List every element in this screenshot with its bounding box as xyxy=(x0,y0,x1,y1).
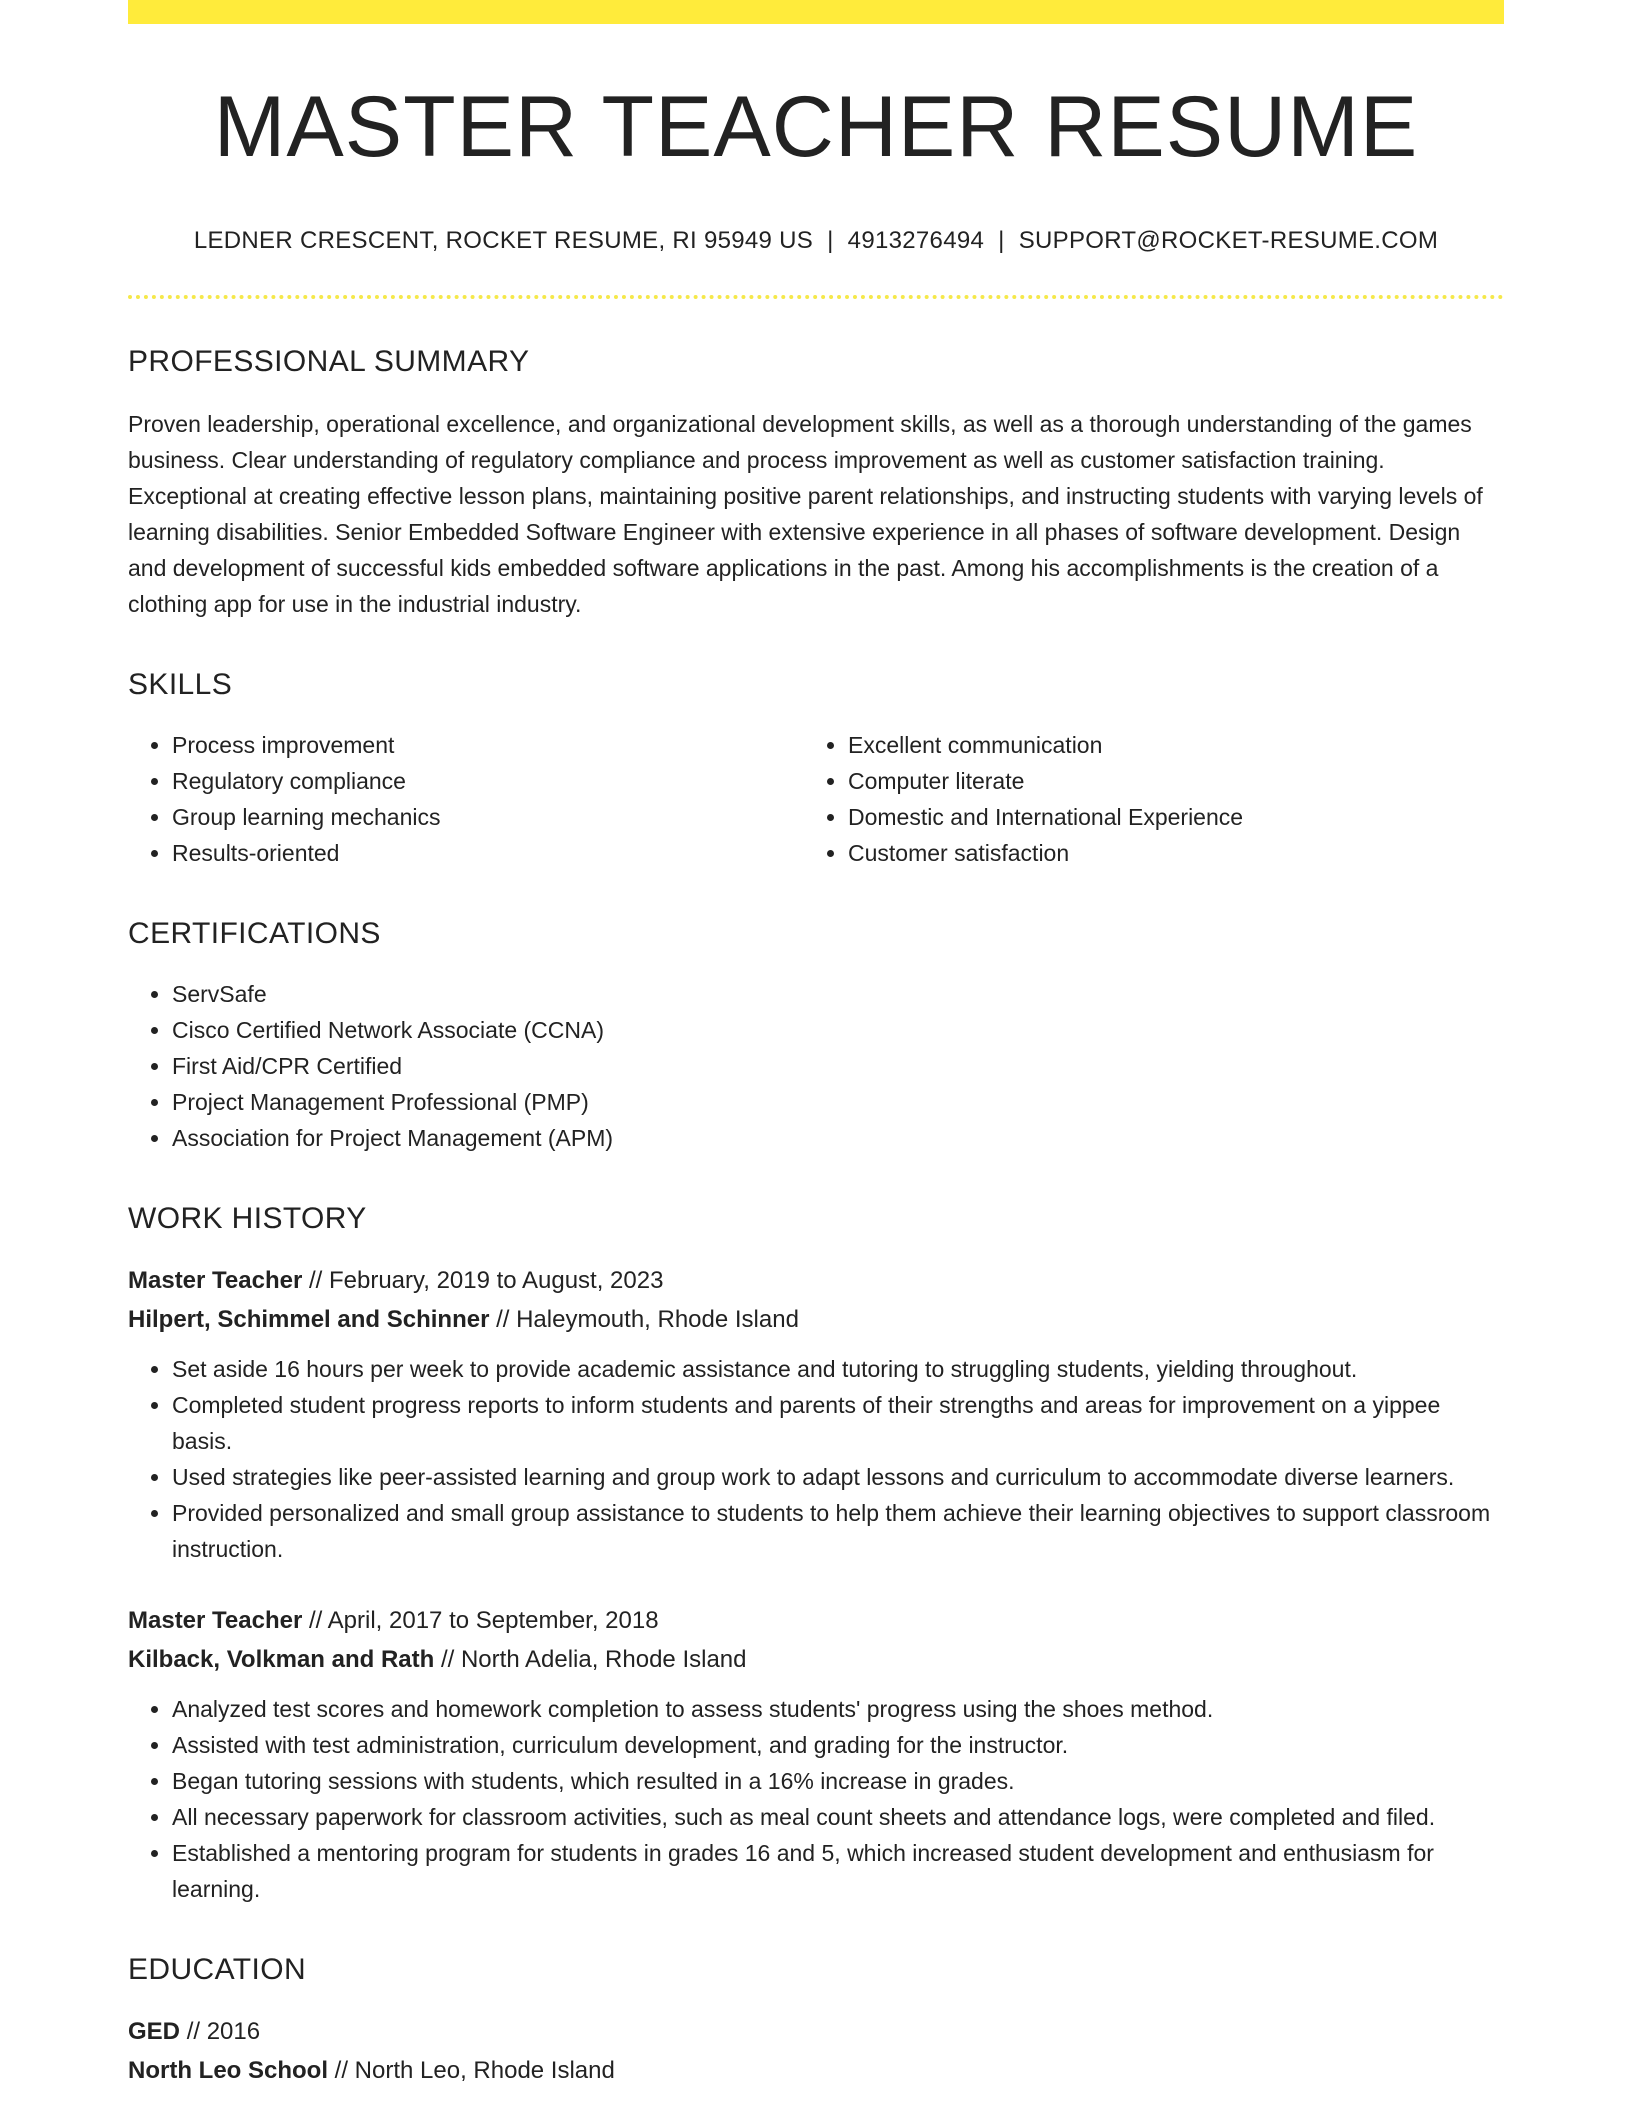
education-entry xyxy=(128,2012,1504,2090)
skills-list-left xyxy=(128,727,804,871)
resume-title: MASTER TEACHER RESUME xyxy=(213,79,1419,175)
certification-item: • Project Management Professional (PMP) xyxy=(172,1084,1504,1120)
job-company-line xyxy=(128,1640,1504,1679)
job-bullet: • Used strategies like peer-assisted learning and group work to adapt lessons and curriculum to accommodate diverse learners. xyxy=(172,1459,1504,1495)
skill-item: • Process improvement xyxy=(172,727,804,763)
contact-phone: 4913276494 xyxy=(847,226,985,254)
education-school: North Leo School xyxy=(128,2056,328,2084)
job-bullet: • Began tutoring sessions with students, which resulted in a 16% increase in grades. xyxy=(172,1763,1504,1799)
education-heading: EDUCATION xyxy=(128,1952,307,1986)
accent-bar xyxy=(128,0,1504,24)
contact-email[interactable]: SUPPORT@ROCKET-RESUME.COM xyxy=(1018,226,1439,254)
skill-item: • Group learning mechanics xyxy=(172,799,804,835)
job-dates: // April, 2017 to September, 2018 xyxy=(308,1606,659,1634)
job-bullet: • Established a mentoring program for students in grades 16 and 5, which increased student development and enthusiasm for learning. xyxy=(172,1835,1504,1907)
job-title: Master Teacher xyxy=(128,1266,303,1294)
education-location: // North Leo, Rhode Island xyxy=(334,2056,615,2084)
job-title: Master Teacher xyxy=(128,1606,303,1634)
education-school-line xyxy=(128,2051,1504,2090)
summary-heading: PROFESSIONAL SUMMARY xyxy=(128,344,530,378)
skill-item: • Regulatory compliance xyxy=(172,763,804,799)
job-entry xyxy=(128,1601,1504,1907)
job-bullets xyxy=(128,1691,1504,1907)
job-location: // North Adelia, Rhode Island xyxy=(440,1645,747,1673)
contact-address: LEDNER CRESCENT, ROCKET RESUME, RI 95949 US xyxy=(193,226,814,254)
resume-page xyxy=(128,0,1504,2090)
job-entry xyxy=(128,1261,1504,1567)
certifications-heading: CERTIFICATIONS xyxy=(128,916,381,950)
job-location: // Haleymouth, Rhode Island xyxy=(496,1305,799,1333)
job-bullet: • All necessary paperwork for classroom activities, such as meal count sheets and attendance logs, were completed and filed. xyxy=(172,1799,1504,1835)
skill-item: • Customer satisfaction xyxy=(848,835,1480,871)
skill-item: • Computer literate xyxy=(848,763,1480,799)
work-history-heading: WORK HISTORY xyxy=(128,1201,367,1235)
certifications-list xyxy=(128,976,1504,1156)
job-company: Hilpert, Schimmel and Schinner xyxy=(128,1305,490,1333)
job-title-line xyxy=(128,1261,1504,1300)
job-bullet: • Assisted with test administration, curriculum development, and grading for the instructor. xyxy=(172,1727,1504,1763)
summary-text: Proven leadership, operational excellence, and organizational development skills, as well as a thorough understanding of the games business. Clear understanding of regulatory compliance and process improvement as well as customer satisfaction training. Exceptional at creating effective lesson plans, maintaining positive parent relationships, and instructing students with varying levels of learning disabilities. Senior Embedded Software Engineer with extensive experience in all phases of software development. Design and development of successful kids embedded software applications in the past. Among his accomplishments is the creation of a clothing app for use in the industrial industry. xyxy=(128,410,1483,617)
skills-grid xyxy=(128,727,1504,871)
job-dates: // February, 2019 to August, 2023 xyxy=(308,1266,664,1294)
certification-item: • Cisco Certified Network Associate (CCNA) xyxy=(172,1012,1504,1048)
skills-list-right xyxy=(804,727,1480,871)
contact-separator: | xyxy=(998,226,1005,254)
contact-line xyxy=(128,227,1504,255)
certification-item: • Association for Project Management (APM) xyxy=(172,1120,1504,1156)
contact-separator: | xyxy=(827,226,834,254)
job-company-line xyxy=(128,1300,1504,1339)
job-bullet: • Analyzed test scores and homework completion to assess students' progress using the shoes method. xyxy=(172,1691,1504,1727)
education-degree: GED xyxy=(128,2017,181,2045)
skill-item: • Excellent communication xyxy=(848,727,1480,763)
skill-item: • Domestic and International Experience xyxy=(848,799,1480,835)
skill-item: • Results-oriented xyxy=(172,835,804,871)
job-title-line xyxy=(128,1601,1504,1640)
dotted-divider xyxy=(128,295,1504,299)
education-year: // 2016 xyxy=(186,2017,261,2045)
education-degree-line xyxy=(128,2012,1504,2051)
job-bullet: • Set aside 16 hours per week to provide academic assistance and tutoring to struggling students, yielding throughout. xyxy=(172,1351,1504,1387)
job-bullet: • Provided personalized and small group assistance to students to help them achieve their learning objectives to support classroom instruction. xyxy=(172,1495,1504,1567)
job-company: Kilback, Volkman and Rath xyxy=(128,1645,435,1673)
job-bullet: • Completed student progress reports to inform students and parents of their strengths and areas for improvement on a yippee basis. xyxy=(172,1387,1504,1459)
certification-item: • First Aid/CPR Certified xyxy=(172,1048,1504,1084)
job-bullets xyxy=(128,1351,1504,1567)
certification-item: • ServSafe xyxy=(172,976,1504,1012)
skills-heading: SKILLS xyxy=(128,667,233,701)
